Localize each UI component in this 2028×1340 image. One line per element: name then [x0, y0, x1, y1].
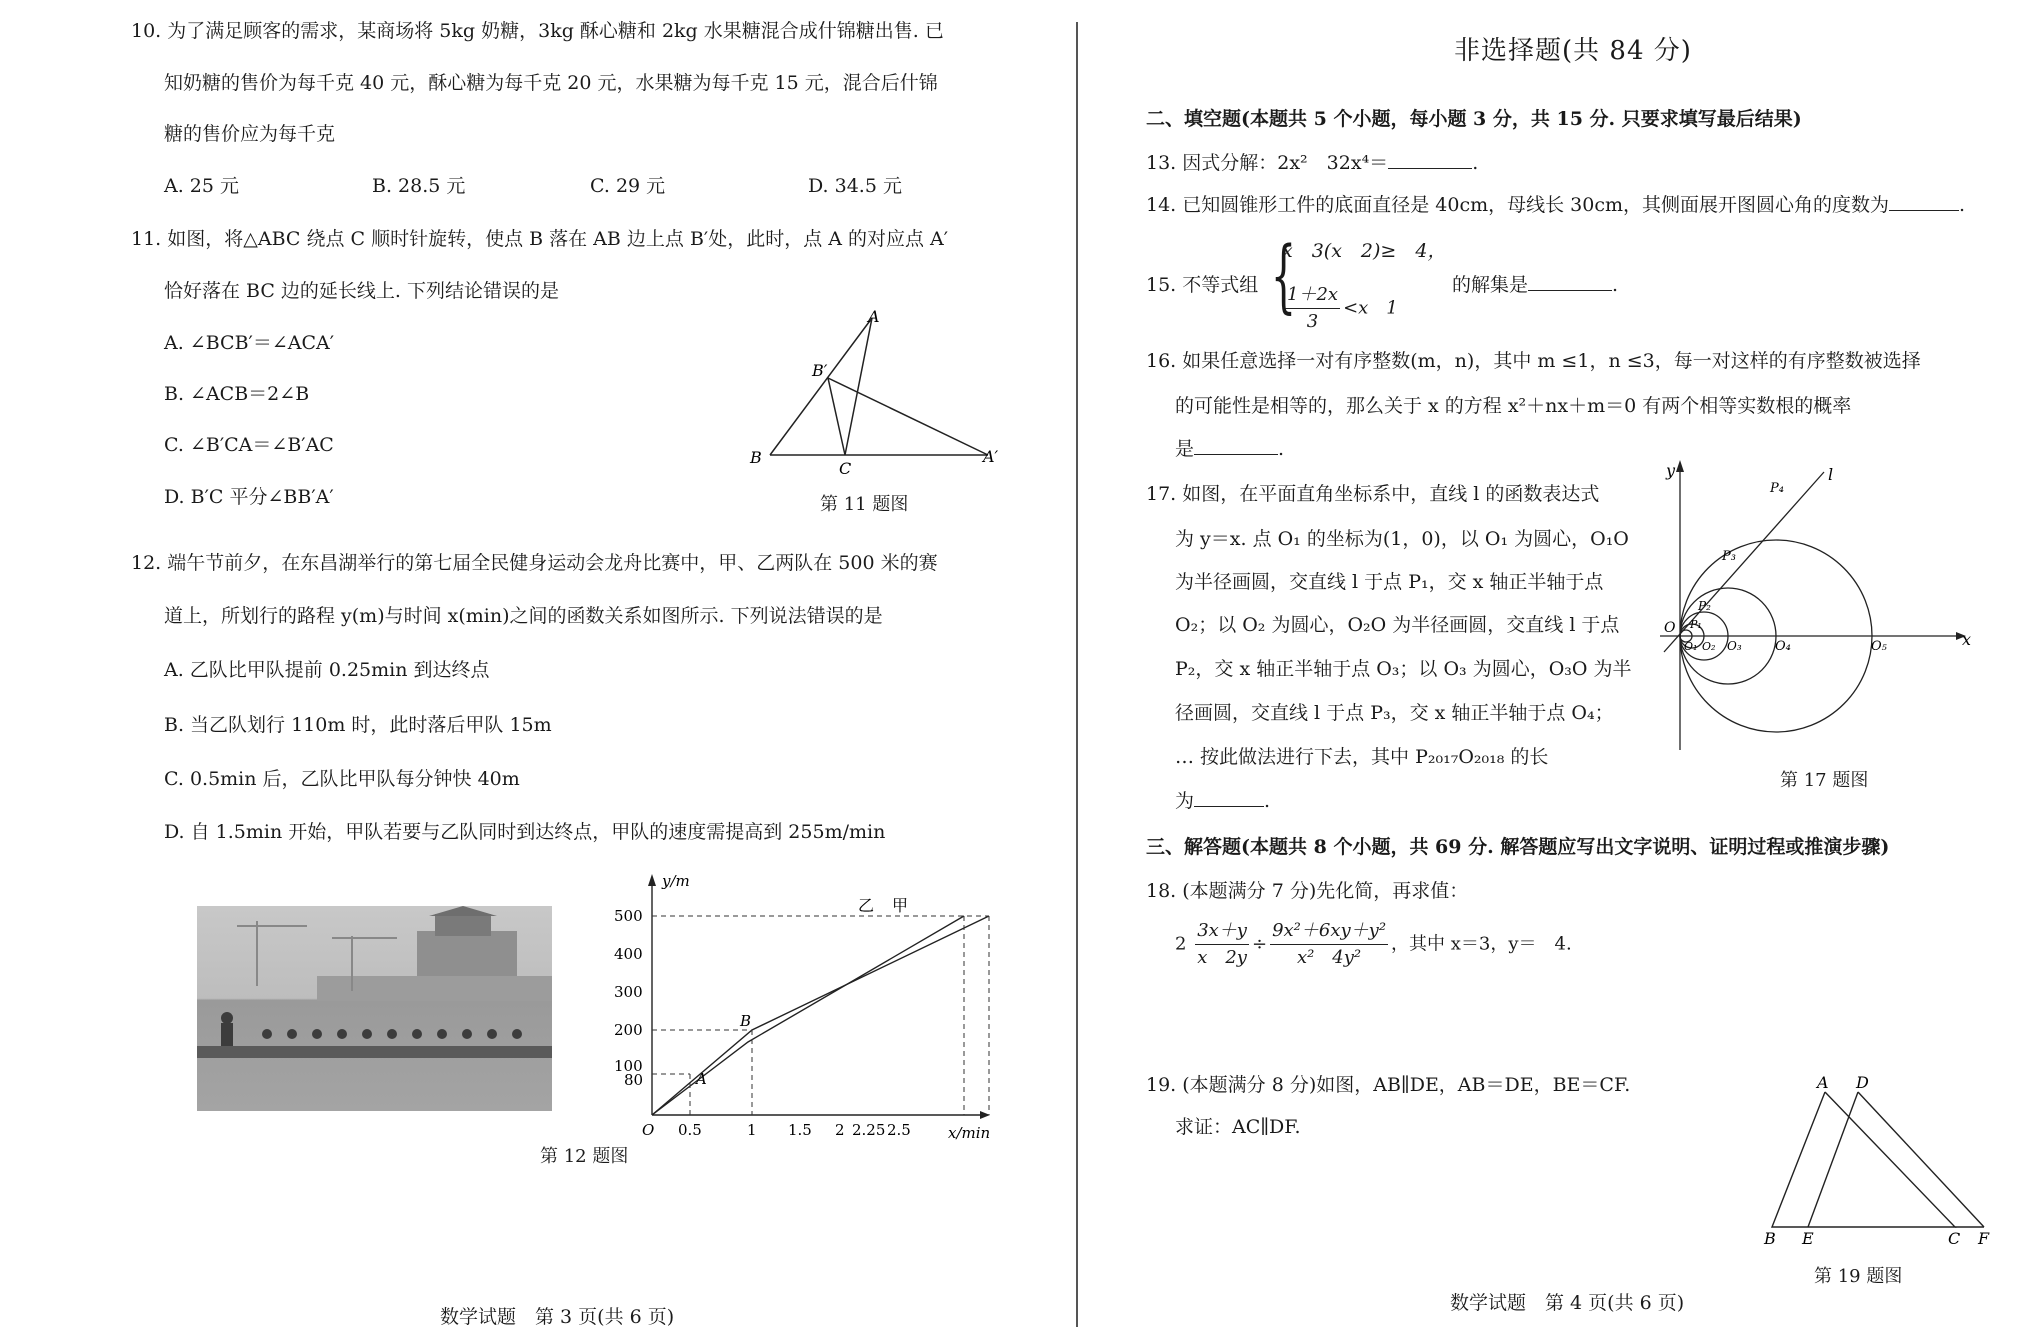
triangle-abc	[770, 318, 872, 455]
q14-answer-blank[interactable]	[1889, 192, 1959, 211]
line-bprime-c	[828, 378, 845, 455]
q16-line2: 的可能性是相等的，那么关于 x 的方程 x²＋nx＋m＝0 有两个相等实数根的概率	[1175, 395, 1852, 417]
q15-prefix: 15. 不等式组	[1146, 274, 1259, 296]
q17-caption: 第 17 题图	[1780, 770, 1869, 791]
q14-text: 14. 已知圆锥形工件的底面直径是 40cm，母线长 30cm，其侧面展开图圆心角的度数为	[1146, 194, 1890, 216]
q11-line1: 11. 如图，将△ABC 绕点 C 顺时针旋转，使点 B 落在 AB 边上点 B′处，此时，点 A 的对应点 A′	[131, 228, 949, 250]
p4-label: P₄	[1770, 481, 1784, 496]
q11-option-a: A. ∠BCB′＝∠ACA′	[164, 332, 335, 354]
q15-row2-denominator: 3	[1306, 311, 1319, 332]
q15-row2-tail: <x 1	[1343, 297, 1398, 319]
q12-option-c: C. 0.5min 后，乙队比甲队每分钟快 40m	[164, 768, 520, 790]
p1-label: P₁	[1690, 618, 1702, 631]
q11-caption: 第 11 题图	[820, 494, 909, 515]
q15-brace: {	[1270, 229, 1297, 322]
ytick-500: 500	[614, 907, 643, 925]
xtick-0-5: 0.5	[678, 1121, 702, 1139]
q10-line3: 糖的售价应为每千克	[164, 123, 336, 145]
q18-expression: 2 $\frac{3x+y}{x 2y}$ ÷ $\frac{\text{9x²＋6xy＋y²}}{\text{x² 4y²}}$ ，其中 x＝3，y＝ 4.	[1175, 918, 1572, 971]
point-a-label: A	[696, 1070, 707, 1088]
q18-fraction2-denominator: x² 4y²	[1296, 947, 1362, 968]
q17-line5: P₂，交 x 轴正半轴于点 O₃；以 O₃ 为圆心，O₃O 为半	[1175, 658, 1632, 680]
section-2-heading: 二、填空题(本题共 5 个小题，每小题 3 分，共 15 分. 只要求填写最后结果)	[1146, 108, 1802, 130]
q18-line1: 18. (本题满分 7 分)先化简，再求值：	[1146, 880, 1469, 902]
q17-line4: O₂；以 O₂ 为圆心，O₂O 为半径画圆，交直线 l 于点	[1175, 614, 1620, 636]
o3-label: O₃	[1727, 639, 1742, 653]
y-label: y	[1666, 461, 1676, 480]
q16-line3-text: 是	[1175, 438, 1195, 460]
series-jia-label: 甲	[892, 896, 909, 915]
q19-line2: 求证：AC∥DF.	[1175, 1116, 1301, 1138]
q17-line3: 为半径画圆，交直线 l 于点 P₁，交 x 轴正半轴于点	[1175, 571, 1604, 593]
q11-option-d: D. B′C 平分∠BB′A′	[164, 486, 334, 508]
q12-option-a: A. 乙队比甲队提前 0.25min 到达终点	[164, 659, 490, 681]
q19-caption: 第 19 题图	[1814, 1266, 1903, 1287]
xtick-2-5: 2.5	[887, 1121, 911, 1139]
q18-fraction1-denominator: x 2y	[1197, 947, 1247, 968]
q17-line8-text: 为	[1175, 790, 1195, 812]
q18-lead: 2	[1175, 933, 1187, 955]
q16-line1: 16. 如果任意选择一对有序整数(m，n)，其中 m ≤1，n ≤3，每一对这样的有序整数被选择	[1146, 350, 1921, 372]
label-c: C	[1948, 1229, 1961, 1245]
origin-label: O	[642, 1121, 655, 1139]
q12-caption: 第 12 题图	[540, 1146, 629, 1167]
q14: 14. 已知圆锥形工件的底面直径是 40cm，母线长 30cm，其侧面展开图圆心角的度数为 .	[1146, 194, 1966, 216]
q13: 13. 因式分解：2x² 32x⁴＝ .	[1146, 152, 1479, 174]
q16-line3: 是 .	[1175, 438, 1285, 460]
q10-line1: 10. 为了满足顾客的需求，某商场将 5kg 奶糖，3kg 酥心糖和 2kg 水果糖混合成什锦糖出售. 已	[131, 20, 944, 42]
q17-line2: 为 y＝x. 点 O₁ 的坐标为(1，0)，以 O₁ 为圆心，O₁O	[1175, 528, 1629, 550]
label-b: B	[750, 448, 762, 467]
q10-option-d: D. 34.5 元	[808, 175, 902, 197]
xtick-1-5: 1.5	[788, 1121, 812, 1139]
o1-label: O₁	[1684, 640, 1698, 653]
q15-row1: x 3(x 2)≥ 4，	[1282, 240, 1447, 262]
q19-figure	[1710, 1070, 1990, 1245]
o-label: O	[1664, 620, 1676, 636]
l-label: l	[1828, 465, 1834, 484]
q18-fraction2-numerator: 9x²＋6xy＋y²	[1270, 918, 1388, 945]
right-page	[1080, 0, 2028, 1340]
label-b: B	[1764, 1229, 1776, 1245]
q10-option-c: C. 29 元	[590, 175, 666, 197]
q17-answer-blank[interactable]	[1194, 788, 1264, 807]
q12-line1: 12. 端午节前夕，在东昌湖举行的第七届全民健身运动会龙舟比赛中，甲、乙两队在 500 米的赛	[131, 552, 938, 574]
q10-option-a: A. 25 元	[164, 175, 240, 197]
q11-figure	[740, 300, 1020, 480]
line-df	[1858, 1092, 1984, 1227]
triangle-abc	[1772, 1092, 1955, 1227]
label-b-prime: B′	[812, 361, 828, 380]
xtick-1: 1	[747, 1121, 757, 1139]
q15-answer-blank[interactable]	[1528, 272, 1612, 291]
label-f: F	[1978, 1229, 1990, 1245]
left-footer: 数学试题 第 3 页(共 6 页)	[440, 1306, 675, 1328]
section-3-heading: 三、解答题(本题共 8 个小题，共 69 分. 解答题应写出文字说明、证明过程或推演步骤)	[1146, 836, 1890, 858]
xtick-2-25: 2.25	[852, 1121, 886, 1139]
q19-line1: 19. (本题满分 8 分)如图，AB∥DE，AB＝DE，BE＝CF.	[1146, 1074, 1631, 1096]
q17-line7: … 按此做法进行下去，其中 P₂₀₁₇O₂₀₁₈ 的长	[1175, 746, 1549, 768]
q15-row2-numerator: 1＋2x	[1285, 282, 1340, 309]
label-a: A	[868, 307, 880, 326]
q13-text: 13. 因式分解：2x² 32x⁴＝	[1146, 152, 1389, 174]
q18-fraction1-numerator: 3x＋y	[1195, 918, 1249, 945]
ytick-100: 100	[614, 1057, 643, 1075]
q11-option-b: B. ∠ACB＝2∠B	[164, 383, 310, 405]
line-de	[1808, 1092, 1858, 1227]
label-a: A	[1817, 1073, 1829, 1092]
right-footer: 数学试题 第 4 页(共 6 页)	[1450, 1292, 1685, 1314]
q12-option-d: D. 自 1.5min 开始，甲队若要与乙队同时到达终点，甲队的速度需提高到 255m/min	[164, 821, 886, 843]
x-label: x	[1962, 630, 1972, 649]
q13-answer-blank[interactable]	[1388, 150, 1472, 169]
page-divider	[1076, 22, 1078, 1327]
xtick-2: 2	[835, 1121, 845, 1139]
ytick-80: 80	[624, 1071, 644, 1089]
q17-figure	[1660, 460, 1980, 760]
o5-label: O₅	[1871, 639, 1887, 654]
label-d: D	[1856, 1073, 1869, 1092]
q10-option-b: B. 28.5 元	[372, 175, 466, 197]
label-a-prime: A′	[983, 447, 999, 466]
y-axis-label: y/m	[662, 872, 690, 890]
q16-answer-blank[interactable]	[1194, 436, 1278, 455]
ytick-200: 200	[614, 1021, 643, 1039]
series-yi-label: 乙	[858, 896, 875, 915]
ytick-400: 400	[614, 945, 643, 963]
p2-label: P₂	[1698, 599, 1711, 613]
point-b-label: B	[740, 1012, 752, 1030]
q12-line2: 道上，所划行的路程 y(m)与时间 x(min)之间的函数关系如图所示. 下列说法错误的是	[164, 605, 883, 627]
q17-line6: 径画圆，交直线 l 于点 P₃，交 x 轴正半轴于点 O₄；	[1175, 702, 1614, 724]
o2-label: O₂	[1702, 640, 1716, 653]
q15-suffix-text: 的解集是	[1452, 274, 1529, 296]
label-c: C	[839, 459, 852, 478]
q12-option-b: B. 当乙队划行 110m 时，此时落后甲队 15m	[164, 714, 552, 736]
q11-option-c: C. ∠B′CA＝∠B′AC	[164, 434, 334, 456]
q15-suffix: 的解集是 .	[1452, 274, 1619, 296]
q17-line8: 为 .	[1175, 790, 1271, 812]
section-title: 非选择题(共 84 分)	[1454, 36, 1692, 66]
q11-line2: 恰好落在 BC 边的延长线上. 下列结论错误的是	[164, 280, 560, 302]
o4-label: O₄	[1775, 639, 1791, 654]
dragon-boat-photo	[197, 906, 552, 1111]
label-e: E	[1802, 1229, 1814, 1245]
ytick-300: 300	[614, 983, 643, 1001]
q15-row2	[1282, 282, 1398, 335]
q12-graph	[600, 870, 1000, 1140]
x-axis-label: x/min	[948, 1124, 991, 1140]
p3-label: P₃	[1722, 549, 1736, 564]
q10-line2: 知奶糖的售价为每千克 40 元，酥心糖为每千克 20 元，水果糖为每千克 15 元，混合后什锦	[164, 72, 938, 94]
q18-tail: ，其中 x＝3，y＝ 4.	[1391, 933, 1572, 955]
q17-line1: 17. 如图，在平面直角坐标系中，直线 l 的函数表达式	[1146, 483, 1600, 505]
